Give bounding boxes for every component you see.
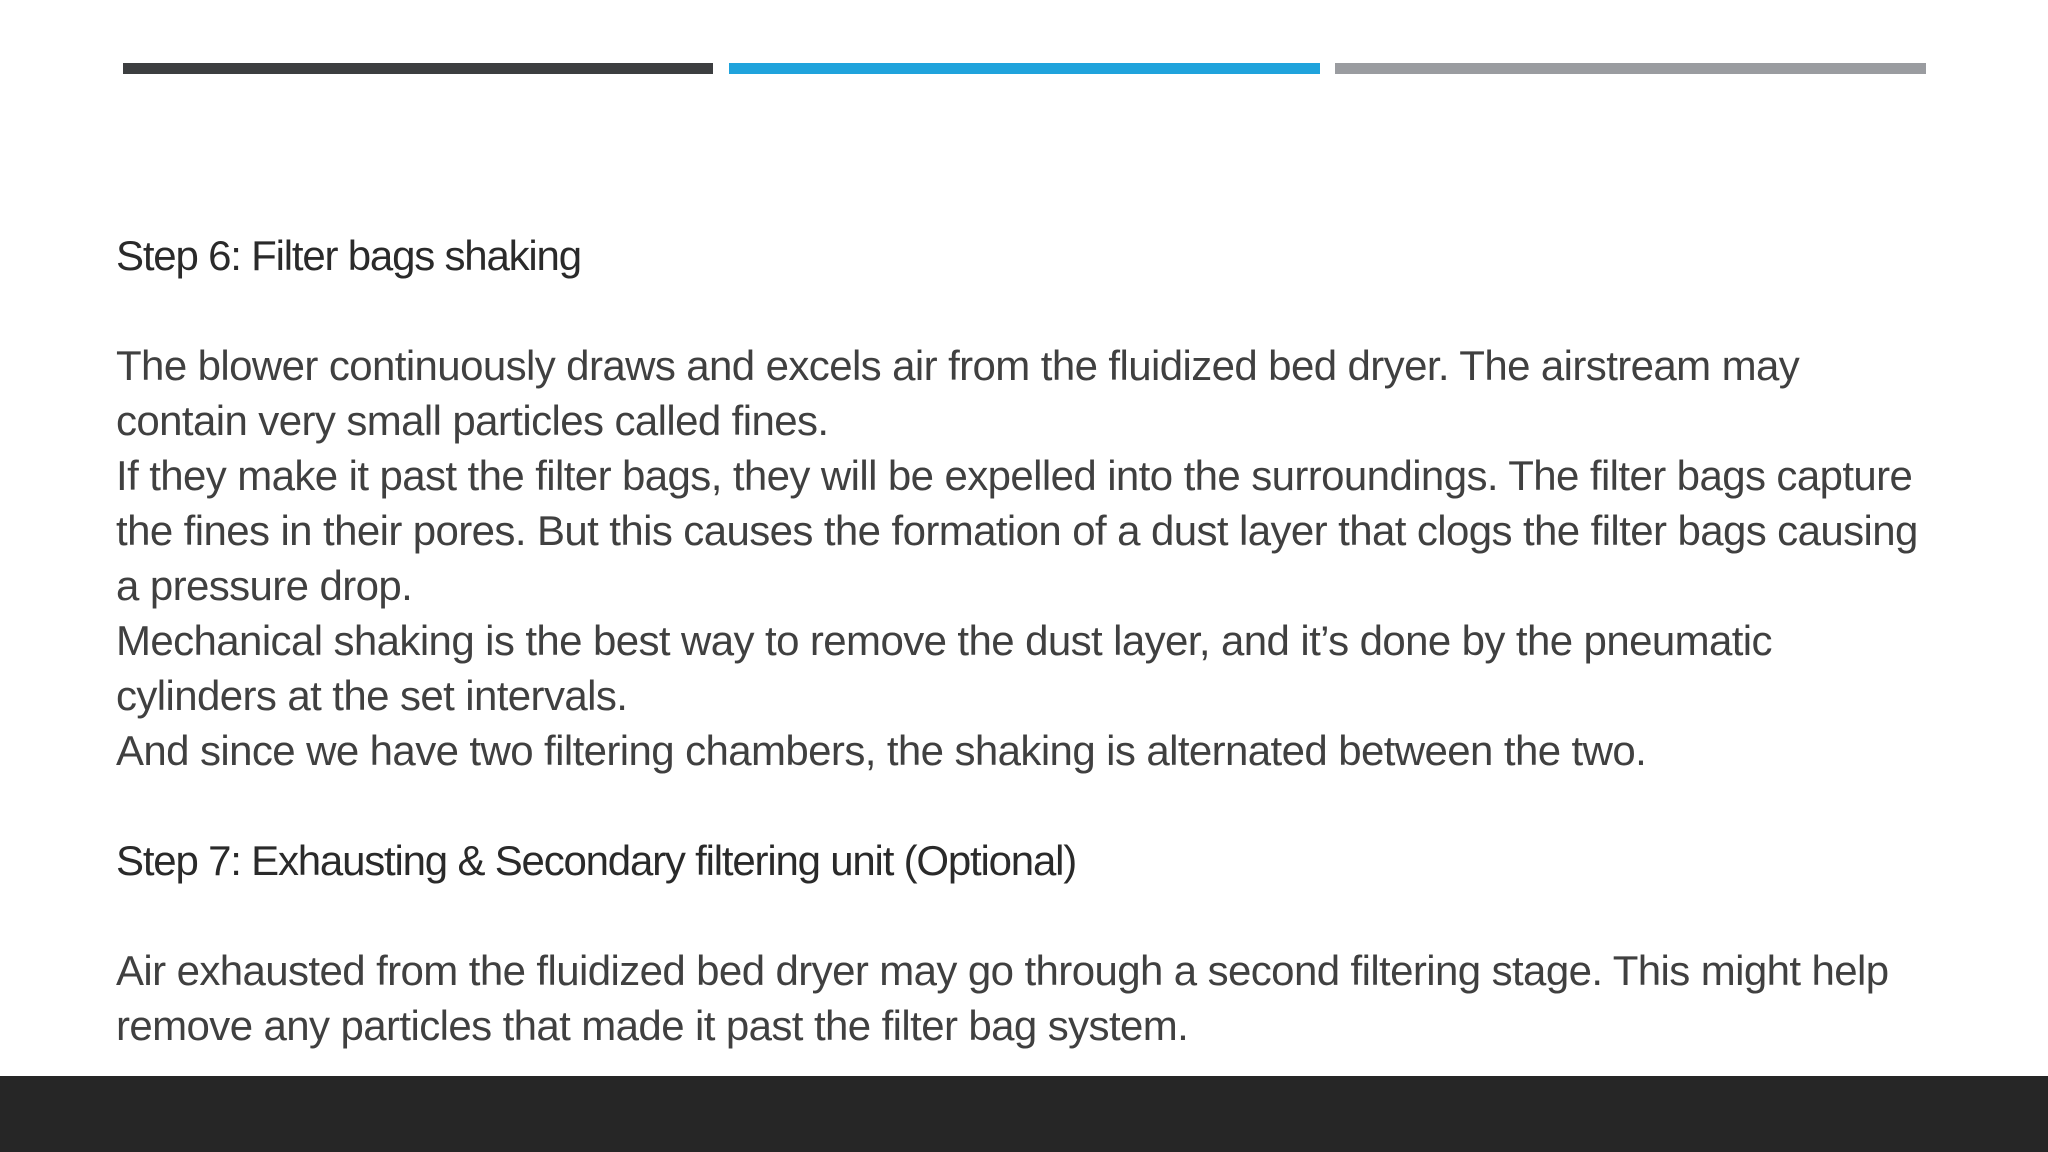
step6-heading: Step 6: Filter bags shaking: [116, 232, 581, 279]
spacer: [116, 778, 1936, 833]
spacer: [116, 888, 1936, 943]
slide-content: [116, 228, 1936, 1053]
footer-band: [0, 1076, 2048, 1152]
step6-paragraph-3: Mechanical shaking is the best way to remove the dust layer, and it’s done by the pneumatic cylinders at the set intervals.: [116, 617, 1772, 719]
step6-paragraph-1: The blower continuously draws and excels air from the fluidized bed dryer. The airstream may contain very small particles called fines.: [116, 342, 1800, 444]
step6-paragraph-4: And since we have two filtering chambers, the shaking is alternated between the two.: [116, 727, 1647, 774]
accent-bar-gray: [1335, 63, 1926, 74]
step6-paragraph-2: If they make it past the filter bags, they will be expelled into the surroundings. The filter bags capture the fines in their pores. But this causes the formation of a dust layer that clogs the filter bags causing a pressure drop.: [116, 452, 1918, 609]
accent-bar-dark: [123, 63, 713, 74]
step7-paragraph-1: Air exhausted from the fluidized bed dryer may go through a second filtering stage. This might help remove any particles that made it past the filter bag system.: [116, 947, 1889, 1049]
accent-bar-blue: [729, 63, 1320, 74]
spacer: [116, 283, 1936, 338]
step7-heading: Step 7: Exhausting & Secondary filtering unit (Optional): [116, 837, 1077, 884]
